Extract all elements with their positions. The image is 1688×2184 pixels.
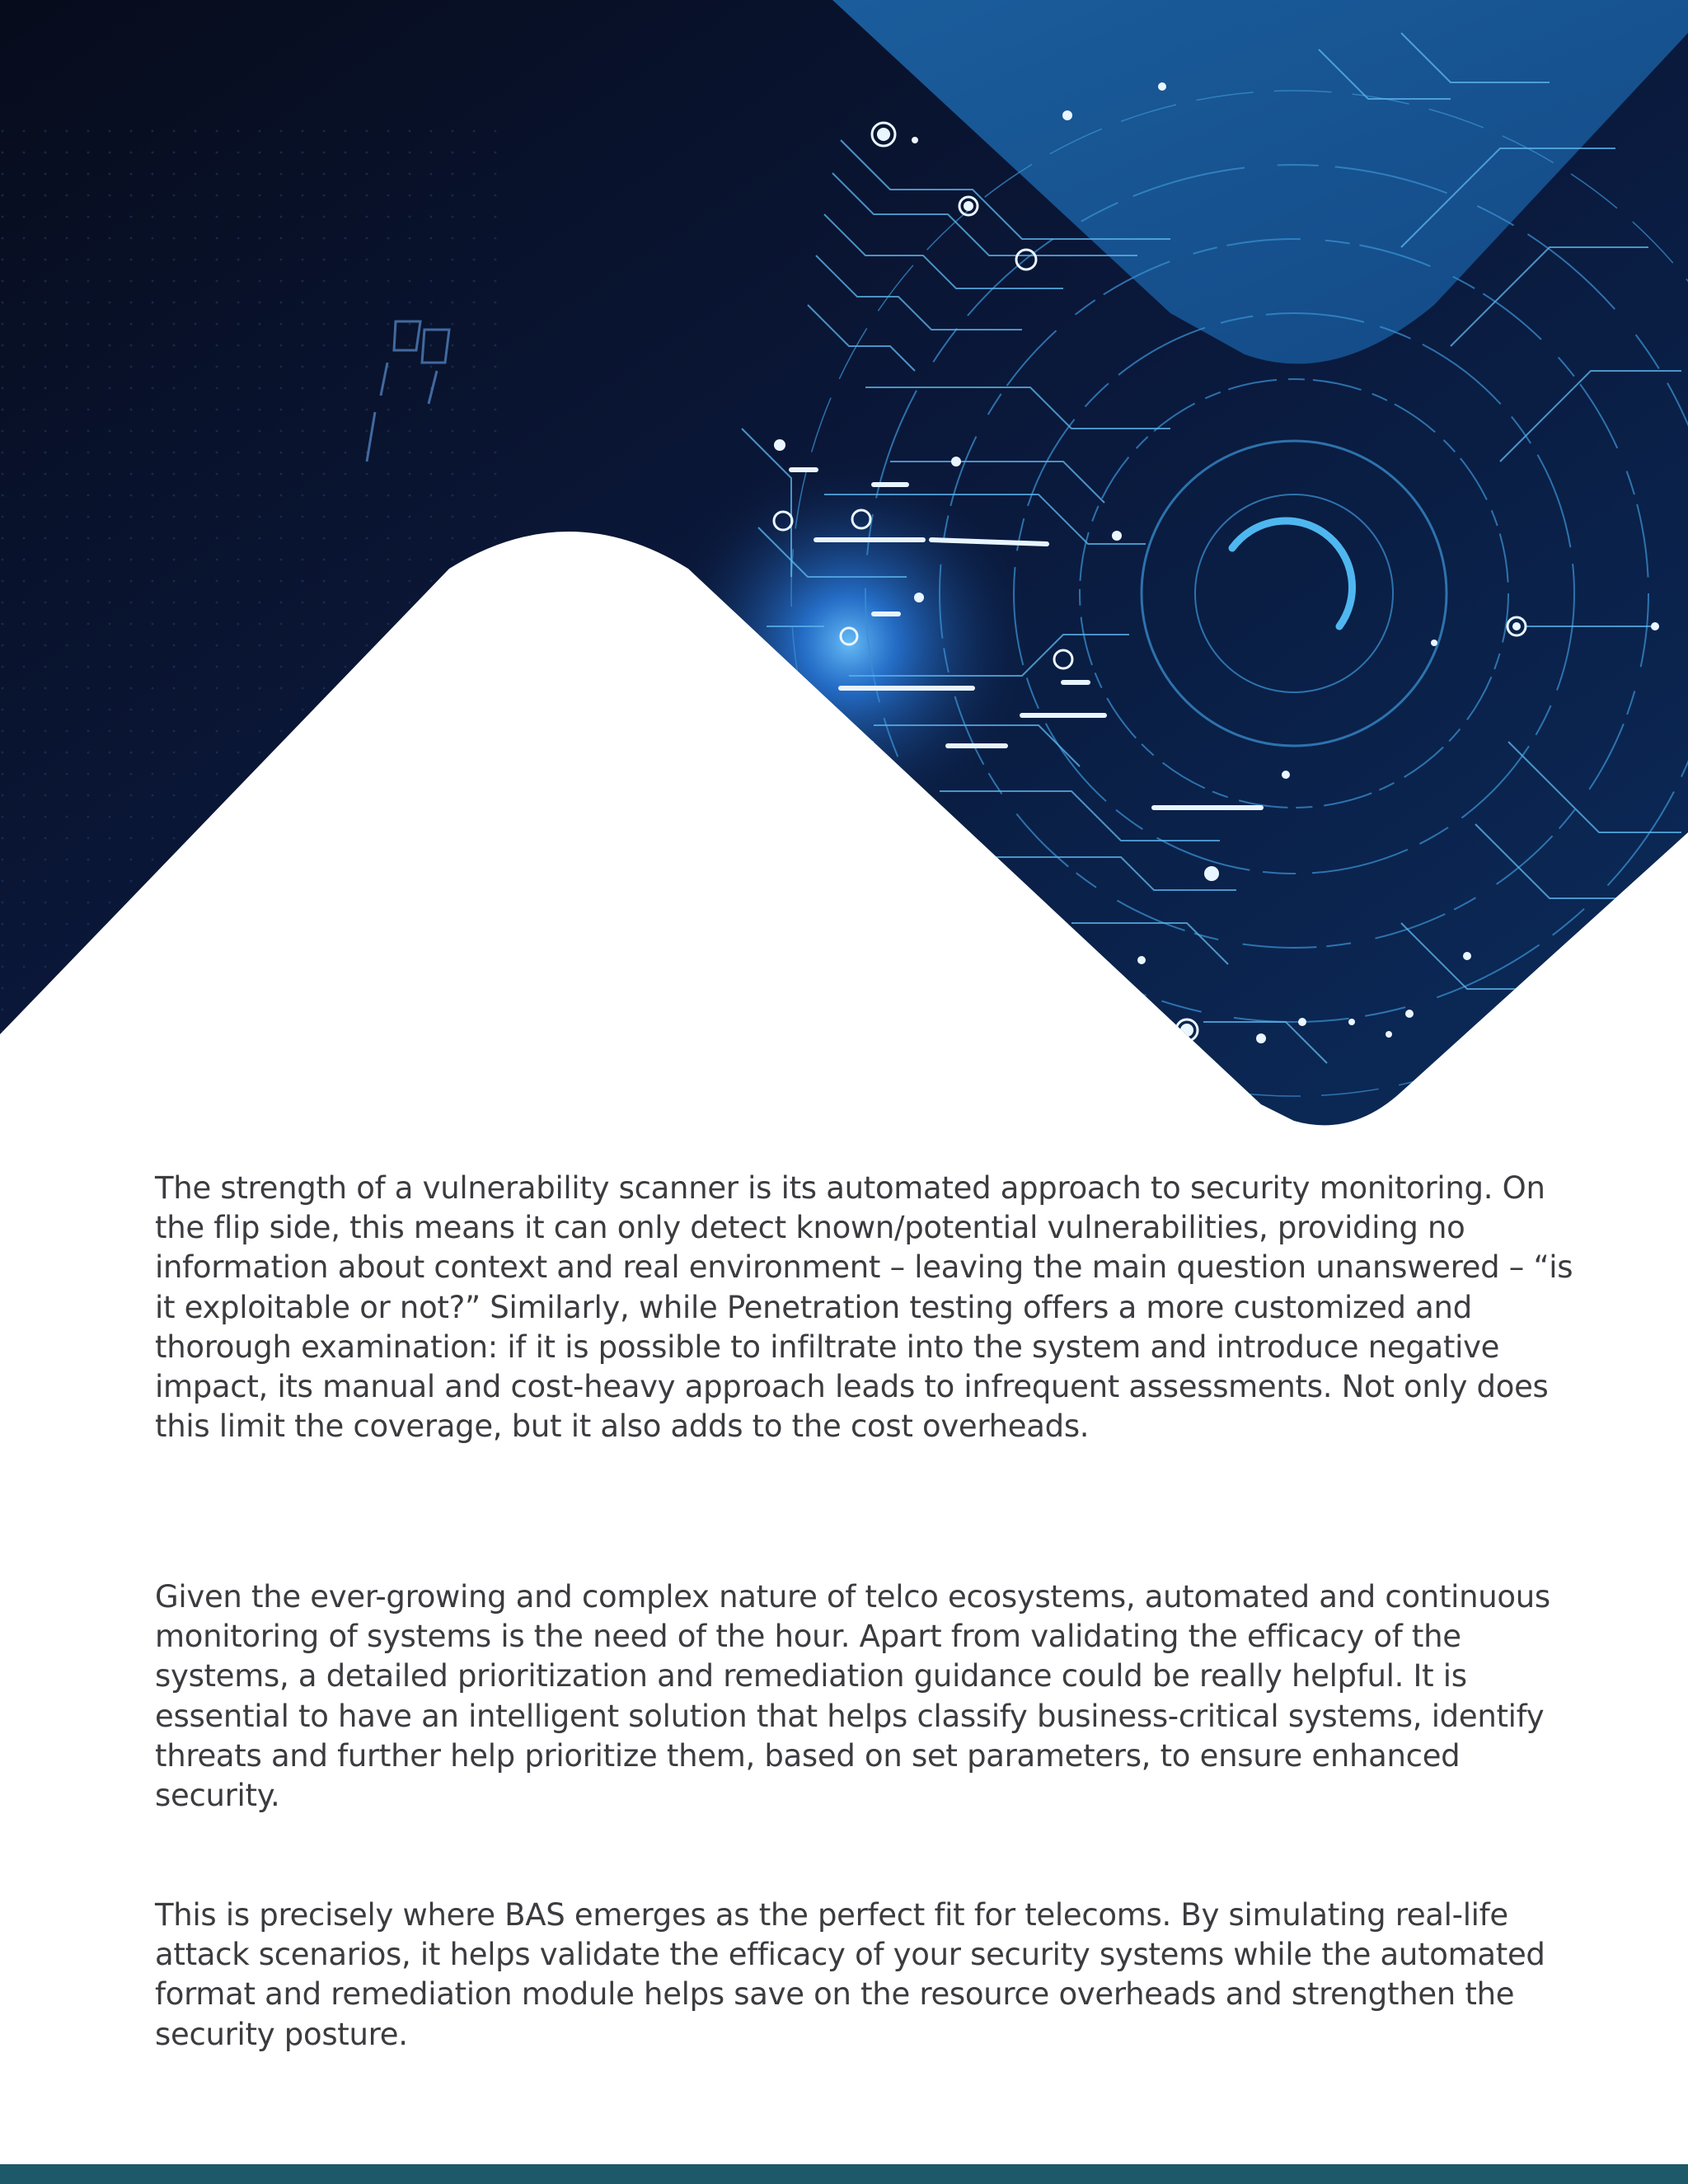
- body-paragraph-vulnerability-scanner: The strength of a vulnerability scanner is its automated approach to security monitoring. On the flip side, this means it can only detect known/potential vulnerabilities, providing no information about context and real environment – leaving the main question unanswered – “is it exploitable or not?” Similarly, while Penetration testing offers a more customized and thorough examination: if it is possible to infiltrate into the system and introduce negative impact, its manual and cost-heavy approach leads to infrequent assessments. Not only does this limit the coverage, but it also adds to the cost overheads.: [155, 1170, 1573, 1445]
- body-paragraph-telco-ecosystems: Given the ever-growing and complex nature of telco ecosystems, automated and continuous monitoring of systems is the need of the hour. Apart from validating the efficacy of the systems, a detailed prioritization and remediation guidance could be really helpful. It is essential to have an intelligent solution that helps classify business-critical systems, identify threats and further help prioritize them, based on set parameters, to ensure enhanced security.: [155, 1579, 1550, 1814]
- body-paragraph-bas-fit: This is precisely where BAS emerges as the perfect fit for telecoms. By simulating real-life attack scenarios, it helps validate the efficacy of your security systems while the automated format and remediation module helps save on the resource overheads and strengthen the security posture.: [155, 1897, 1545, 2052]
- footer-bar: [0, 2164, 1688, 2184]
